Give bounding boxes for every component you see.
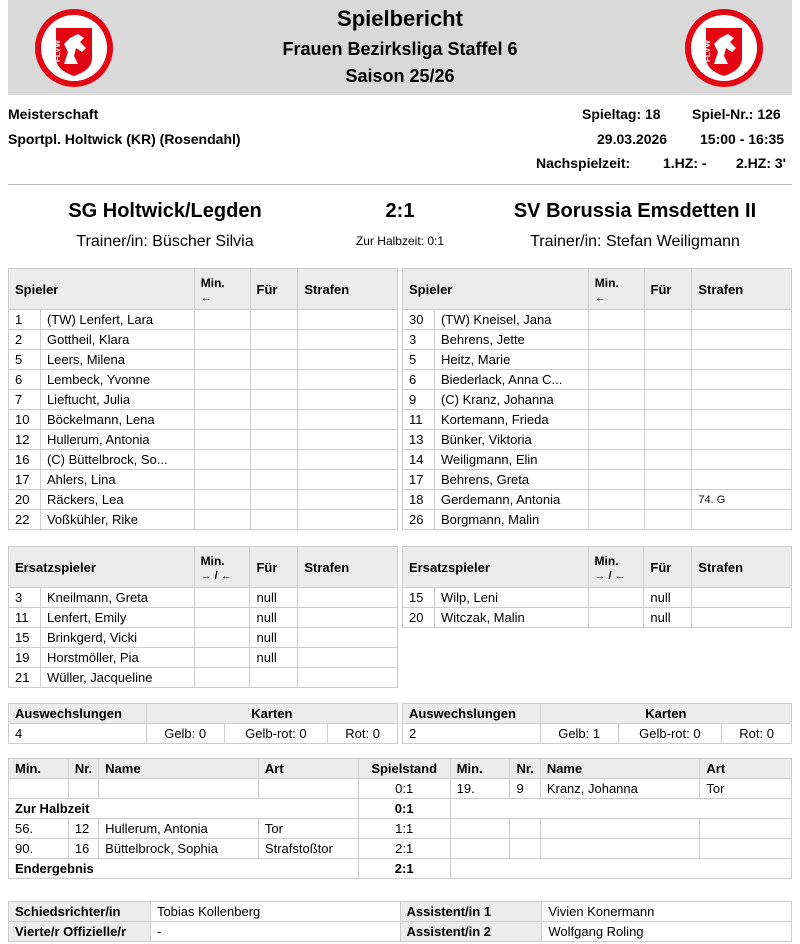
player-strafen	[298, 390, 398, 410]
col-strafen: Strafen	[298, 269, 398, 310]
home-trainer: Trainer/in: Büscher Silvia	[76, 233, 254, 250]
col-art: Art	[700, 759, 792, 779]
player-number: 5	[9, 350, 41, 370]
player-name: Biederlack, Anna C...	[434, 370, 588, 390]
col-strafen: Strafen	[298, 547, 398, 588]
col-min: Min. ←	[194, 269, 250, 310]
home-minute: 90.	[9, 839, 69, 859]
svg-text:FLVW: FLVW	[703, 39, 712, 62]
player-fuer	[644, 310, 692, 330]
home-type	[258, 779, 358, 799]
home-minute	[9, 779, 69, 799]
away-name: Kranz, Johanna	[540, 779, 700, 799]
player-number: 30	[403, 310, 435, 330]
player-fuer	[250, 450, 298, 470]
away-type: Tor	[700, 779, 792, 799]
col-strafen: Strafen	[692, 547, 792, 588]
player-strafen	[692, 310, 792, 330]
player-number: 12	[9, 430, 41, 450]
player-fuer	[250, 668, 298, 688]
col-name: Name	[540, 759, 700, 779]
player-minute	[588, 470, 644, 490]
away-type	[700, 819, 792, 839]
player-name: Ahlers, Lina	[40, 470, 194, 490]
col-score: Spielstand	[358, 759, 450, 779]
player-minute	[588, 310, 644, 330]
home-name: Hullerum, Antonia	[99, 819, 259, 839]
player-number: 3	[9, 588, 41, 608]
player-fuer	[644, 350, 692, 370]
away-number: 9	[510, 779, 540, 799]
player-fuer	[644, 390, 692, 410]
score: 0:1	[358, 779, 450, 799]
player-name: Hullerum, Antonia	[40, 430, 194, 450]
player-minute	[588, 410, 644, 430]
halftime-score-cell: 0:1	[358, 799, 450, 819]
home-players-table	[8, 268, 398, 530]
player-fuer: null	[250, 608, 298, 628]
player-strafen	[298, 350, 398, 370]
player-name: Lembeck, Yvonne	[40, 370, 194, 390]
away-yellow-red: Gelb-rot: 0	[618, 724, 722, 744]
away-number	[510, 819, 540, 839]
player-number: 21	[9, 668, 41, 688]
away-minute: 19.	[450, 779, 510, 799]
player-row	[9, 390, 398, 410]
league-name: Frauen Bezirksliga Staffel 6	[282, 39, 518, 59]
player-number: 20	[9, 490, 41, 510]
player-row	[403, 390, 792, 410]
player-number: 22	[9, 510, 41, 530]
player-row	[403, 450, 792, 470]
player-row	[9, 628, 398, 648]
player-row	[9, 430, 398, 450]
event-row	[9, 819, 792, 839]
player-number: 18	[403, 490, 435, 510]
assistant1-label: Assistent/in 1	[400, 902, 542, 922]
player-number: 6	[9, 370, 41, 390]
col-min: Min. ←	[588, 269, 644, 310]
col-min: Min.	[9, 759, 69, 779]
player-number: 20	[403, 608, 435, 628]
player-row	[403, 310, 792, 330]
player-name: Gerdemann, Antonia	[434, 490, 588, 510]
player-fuer	[250, 310, 298, 330]
col-fuer: Für	[644, 547, 692, 588]
player-fuer	[250, 410, 298, 430]
player-row	[9, 608, 398, 628]
player-row	[9, 370, 398, 390]
match-time: 15:00 - 16:35	[700, 131, 785, 147]
player-name: Bünker, Viktoria	[434, 430, 588, 450]
player-minute	[588, 608, 644, 628]
player-number: 6	[403, 370, 435, 390]
fourth-official-name: -	[150, 922, 400, 942]
away-summary-table	[402, 703, 792, 744]
player-minute	[194, 350, 250, 370]
player-number: 19	[9, 648, 41, 668]
player-name: Heitz, Marie	[434, 350, 588, 370]
player-name: Witczak, Malin	[434, 608, 588, 628]
away-red: Rot: 0	[722, 724, 792, 744]
home-number	[68, 779, 98, 799]
officials-table	[8, 901, 792, 942]
player-minute	[194, 430, 250, 450]
fourth-official-label: Vierte/r Offizielle/r	[9, 922, 151, 942]
away-yellow: Gelb: 1	[540, 724, 618, 744]
home-summary-table	[8, 703, 398, 744]
player-name: Voßkühler, Rike	[40, 510, 194, 530]
halftime-label: Zur Halbzeit	[9, 799, 359, 819]
player-number: 1	[9, 310, 41, 330]
report-title: Spielbericht	[337, 6, 463, 31]
player-minute	[588, 490, 644, 510]
referee-name: Tobias Kollenberg	[150, 902, 400, 922]
player-strafen	[692, 390, 792, 410]
home-subs-table	[8, 546, 398, 688]
home-number: 12	[68, 819, 98, 839]
player-strafen	[692, 450, 792, 470]
player-strafen	[298, 470, 398, 490]
away-number	[510, 839, 540, 859]
player-row	[403, 350, 792, 370]
player-minute	[194, 588, 250, 608]
col-player: Spieler	[9, 269, 195, 310]
player-fuer	[644, 330, 692, 350]
final-label: Endergebnis	[9, 859, 359, 879]
home-name: Büttelbrock, Sophia	[99, 839, 259, 859]
player-strafen	[298, 450, 398, 470]
player-number: 17	[9, 470, 41, 490]
player-row	[9, 648, 398, 668]
col-fuer: Für	[250, 269, 298, 310]
player-strafen	[692, 350, 792, 370]
home-subs-count: 4	[9, 724, 147, 744]
player-number: 7	[9, 390, 41, 410]
extra-time-label: Nachspielzeit:	[536, 155, 631, 171]
player-number: 14	[403, 450, 435, 470]
home-minute: 56.	[9, 819, 69, 839]
player-row	[9, 588, 398, 608]
player-fuer	[250, 490, 298, 510]
match-date: 29.03.2026	[597, 131, 668, 147]
player-strafen	[298, 510, 398, 530]
player-minute	[194, 370, 250, 390]
match-number: Spiel-Nr.: 126	[692, 106, 781, 122]
score: 2:1	[358, 839, 450, 859]
halftime-score: Zur Halbzeit: 0:1	[355, 234, 445, 248]
col-nr: Nr.	[510, 759, 540, 779]
col-cards: Karten	[146, 704, 397, 724]
player-minute	[588, 588, 644, 608]
player-fuer	[250, 510, 298, 530]
away-subs-count: 2	[403, 724, 541, 744]
player-name: Lenfert, Emily	[40, 608, 194, 628]
player-name: Wilp, Leni	[434, 588, 588, 608]
player-number: 15	[9, 628, 41, 648]
player-minute	[588, 430, 644, 450]
divider	[8, 184, 792, 185]
away-minute	[450, 839, 510, 859]
player-minute	[194, 330, 250, 350]
player-minute	[588, 330, 644, 350]
player-name: (TW) Lenfert, Lara	[40, 310, 194, 330]
player-row	[9, 410, 398, 430]
flvw-logo-right	[684, 8, 764, 88]
player-fuer: null	[250, 628, 298, 648]
event-row	[9, 779, 792, 799]
player-strafen	[692, 430, 792, 450]
player-row	[9, 668, 398, 688]
competition: Meisterschaft	[8, 106, 99, 122]
player-row	[9, 510, 398, 530]
player-strafen	[298, 310, 398, 330]
player-number: 11	[403, 410, 435, 430]
player-fuer: null	[250, 648, 298, 668]
player-number: 9	[403, 390, 435, 410]
player-strafen	[692, 330, 792, 350]
matchday: Spieltag: 18	[582, 106, 661, 122]
player-number: 11	[9, 608, 41, 628]
player-name: Behrens, Greta	[434, 470, 588, 490]
away-trainer: Trainer/in: Stefan Weiligmann	[530, 233, 740, 250]
player-name: Borgmann, Malin	[434, 510, 588, 530]
col-min: Min. → / ←	[194, 547, 250, 588]
player-row	[9, 470, 398, 490]
home-yellow: Gelb: 0	[146, 724, 224, 744]
player-row	[403, 370, 792, 390]
col-fuer: Für	[644, 269, 692, 310]
home-name	[99, 779, 259, 799]
player-row	[403, 410, 792, 430]
player-minute	[588, 390, 644, 410]
player-row	[403, 430, 792, 450]
player-number: 3	[403, 330, 435, 350]
player-fuer: null	[644, 588, 692, 608]
report-header	[8, 0, 792, 95]
player-name: Behrens, Jette	[434, 330, 588, 350]
away-players-table	[402, 268, 792, 530]
home-number: 16	[68, 839, 98, 859]
score: 1:1	[358, 819, 450, 839]
home-type: Tor	[258, 819, 358, 839]
player-strafen	[298, 330, 398, 350]
player-strafen	[298, 430, 398, 450]
player-strafen	[692, 370, 792, 390]
player-strafen: 74. G	[692, 490, 792, 510]
away-type	[700, 839, 792, 859]
player-strafen	[298, 648, 398, 668]
col-player: Spieler	[403, 269, 589, 310]
player-minute	[194, 668, 250, 688]
player-minute	[194, 628, 250, 648]
season: Saison 25/26	[345, 66, 455, 86]
assistant2-name: Wolfgang Roling	[542, 922, 792, 942]
player-row	[9, 490, 398, 510]
player-name: Kneilmann, Greta	[40, 588, 194, 608]
player-row	[403, 510, 792, 530]
svg-text:FLVW: FLVW	[53, 39, 62, 62]
player-minute	[588, 450, 644, 470]
col-sub: Ersatzspieler	[9, 547, 195, 588]
event-row	[9, 839, 792, 859]
player-number: 13	[403, 430, 435, 450]
player-minute	[194, 310, 250, 330]
player-strafen	[298, 410, 398, 430]
away-team-name: SV Borussia Emsdetten II	[513, 200, 757, 222]
player-minute	[194, 470, 250, 490]
player-strafen	[298, 370, 398, 390]
col-name: Name	[99, 759, 259, 779]
player-name: Leers, Milena	[40, 350, 194, 370]
player-number: 10	[9, 410, 41, 430]
player-minute	[194, 510, 250, 530]
player-fuer	[250, 350, 298, 370]
player-strafen	[692, 588, 792, 608]
away-minute	[450, 819, 510, 839]
home-type: Strafstoßtor	[258, 839, 358, 859]
player-name: Weiligmann, Elin	[434, 450, 588, 470]
player-fuer	[250, 370, 298, 390]
player-row	[9, 310, 398, 330]
player-row	[403, 470, 792, 490]
player-row	[9, 330, 398, 350]
venue: Sportpl. Holtwick (KR) (Rosendahl)	[8, 131, 241, 147]
player-number: 15	[403, 588, 435, 608]
col-subs: Auswechslungen	[9, 704, 147, 724]
home-team-name: SG Holtwick/Legden	[68, 200, 262, 222]
player-name: Lieftucht, Julia	[40, 390, 194, 410]
player-name: Böckelmann, Lena	[40, 410, 194, 430]
events-table	[8, 758, 792, 879]
player-number: 5	[403, 350, 435, 370]
player-minute	[194, 648, 250, 668]
col-sub: Ersatzspieler	[403, 547, 589, 588]
player-name: Gottheil, Klara	[40, 330, 194, 350]
player-fuer	[644, 410, 692, 430]
col-subs: Auswechslungen	[403, 704, 541, 724]
player-strafen	[692, 608, 792, 628]
referee-label: Schiedsrichter/in	[9, 902, 151, 922]
player-minute	[194, 390, 250, 410]
player-strafen	[298, 668, 398, 688]
player-name: (TW) Kneisel, Jana	[434, 310, 588, 330]
player-number: 26	[403, 510, 435, 530]
away-subs-table	[402, 546, 792, 628]
player-fuer	[644, 510, 692, 530]
player-name: (C) Büttelbrock, So...	[40, 450, 194, 470]
player-minute	[588, 350, 644, 370]
final-score: 2:1	[385, 200, 415, 222]
player-fuer	[644, 430, 692, 450]
player-name: Räckers, Lea	[40, 490, 194, 510]
extra-time-first-half: 1.HZ: -	[663, 155, 707, 171]
player-strafen	[692, 410, 792, 430]
player-minute	[194, 450, 250, 470]
away-name	[540, 839, 700, 859]
player-minute	[588, 370, 644, 390]
player-row	[403, 490, 792, 510]
home-yellow-red: Gelb-rot: 0	[224, 724, 328, 744]
player-row	[403, 588, 792, 608]
col-art: Art	[258, 759, 358, 779]
player-row	[403, 608, 792, 628]
player-strafen	[298, 628, 398, 648]
col-min: Min. → / ←	[588, 547, 644, 588]
player-fuer	[250, 430, 298, 450]
player-minute	[194, 608, 250, 628]
player-number: 16	[9, 450, 41, 470]
player-name: Kortemann, Frieda	[434, 410, 588, 430]
player-name: Horstmöller, Pia	[40, 648, 194, 668]
player-strafen	[298, 608, 398, 628]
player-fuer	[250, 330, 298, 350]
player-number: 2	[9, 330, 41, 350]
player-fuer	[644, 450, 692, 470]
player-row	[9, 450, 398, 470]
player-fuer	[644, 370, 692, 390]
player-minute	[194, 490, 250, 510]
player-row	[403, 330, 792, 350]
player-fuer	[644, 490, 692, 510]
player-name: (C) Kranz, Johanna	[434, 390, 588, 410]
assistant2-label: Assistent/in 2	[400, 922, 542, 942]
player-strafen	[692, 510, 792, 530]
player-strafen	[692, 470, 792, 490]
col-min: Min.	[450, 759, 510, 779]
assistant1-name: Vivien Konermann	[542, 902, 792, 922]
player-minute	[194, 410, 250, 430]
player-number: 17	[403, 470, 435, 490]
col-nr: Nr.	[68, 759, 98, 779]
player-minute	[588, 510, 644, 530]
player-name: Brinkgerd, Vicki	[40, 628, 194, 648]
player-fuer: null	[644, 608, 692, 628]
player-strafen	[298, 490, 398, 510]
player-name: Wüller, Jacqueline	[40, 668, 194, 688]
player-row	[9, 350, 398, 370]
player-fuer	[250, 390, 298, 410]
player-fuer: null	[250, 588, 298, 608]
home-red: Rot: 0	[328, 724, 398, 744]
extra-time-second-half: 2.HZ: 3'	[736, 155, 787, 171]
player-strafen	[298, 588, 398, 608]
col-cards: Karten	[540, 704, 791, 724]
col-fuer: Für	[250, 547, 298, 588]
col-strafen: Strafen	[692, 269, 792, 310]
player-fuer	[250, 470, 298, 490]
player-fuer	[644, 470, 692, 490]
away-name	[540, 819, 700, 839]
final-score-cell: 2:1	[358, 859, 450, 879]
